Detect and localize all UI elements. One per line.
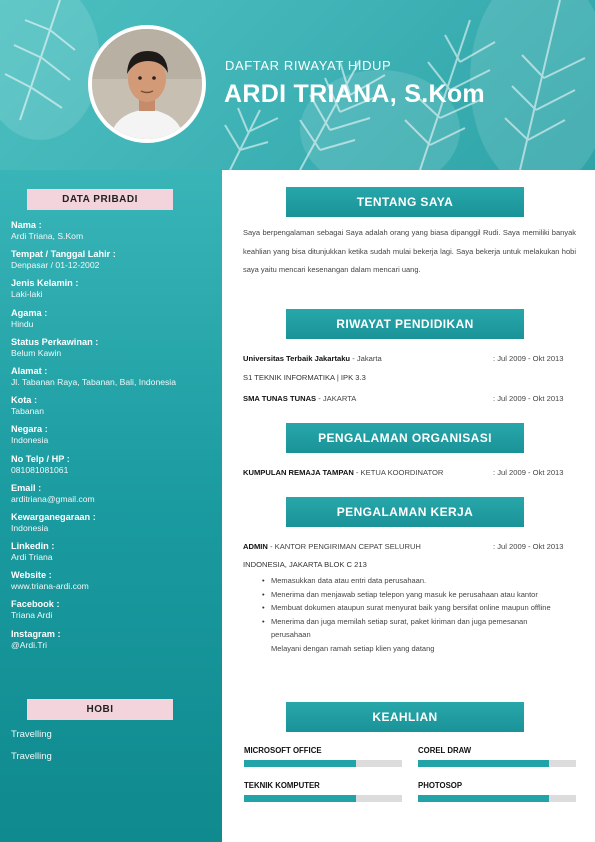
- info-label: Tempat / Tanggal Lahir :: [11, 249, 116, 260]
- info-label: Agama :: [11, 307, 48, 318]
- skill-bar: [244, 760, 402, 767]
- info-item: [11, 366, 216, 395]
- skills-title: KEAHLIAN: [286, 702, 524, 732]
- email-link[interactable]: arditriana@gmail.com: [11, 493, 95, 504]
- profile-photo: [88, 25, 206, 143]
- school-place: - JAKARTA: [316, 394, 357, 403]
- info-item: [11, 424, 216, 453]
- skill-fill: [418, 760, 549, 767]
- about-title: TENTANG SAYA: [286, 187, 524, 217]
- info-label: Jenis Kelamin :: [11, 278, 79, 289]
- skill-name: TEKNIK KOMPUTER: [244, 781, 320, 790]
- info-item: [11, 454, 216, 483]
- personal-data-list: [11, 220, 216, 658]
- work-company: - KANTOR PENGIRIMAN CEPAT SELURUH: [267, 542, 421, 551]
- skill-item: [418, 781, 576, 802]
- person-portrait-icon: [92, 29, 202, 139]
- info-label: Status Perkawinan :: [11, 336, 99, 347]
- info-label: Instagram :: [11, 628, 61, 639]
- info-label: Kewarganegaraan :: [11, 511, 96, 522]
- info-label: Email :: [11, 482, 42, 493]
- education-date: : Jul 2009 - Okt 2013: [493, 354, 564, 363]
- info-value: Indonesia: [11, 522, 49, 533]
- work-entry: [243, 542, 576, 554]
- info-item: [11, 512, 216, 541]
- skill-fill: [244, 760, 356, 767]
- header-banner: [0, 0, 595, 170]
- info-label: No Telp / HP :: [11, 453, 70, 464]
- skill-item: [244, 781, 402, 802]
- education-title: RIWAYAT PENDIDIKAN: [286, 309, 524, 339]
- info-item: [11, 599, 216, 628]
- info-label: Website :: [11, 570, 52, 581]
- skill-bar: [418, 795, 576, 802]
- instagram-link[interactable]: @Ardi.Tri: [11, 639, 48, 650]
- organization-date: : Jul 2009 - Okt 2013: [493, 468, 564, 477]
- organization-entry: [243, 468, 576, 480]
- info-value: 081081081061: [11, 464, 69, 475]
- main-content: [222, 170, 595, 842]
- info-item: [11, 483, 216, 512]
- duty-item: • Menerima dan menjawab setiap telepon yang masuk ke perusahaan atau kantor: [243, 588, 563, 602]
- skill-bar: [418, 760, 576, 767]
- info-item: [11, 220, 216, 249]
- education-entry: [243, 394, 576, 406]
- header-subtitle: DAFTAR RIWAYAT HIDUP: [225, 58, 392, 73]
- skill-name: COREL DRAW: [418, 746, 472, 755]
- hobby-item: Travelling: [11, 729, 52, 740]
- info-item: [11, 278, 216, 307]
- duty-item: • Membuat dokumen ataupun surat menyurat baik yang bersifat online maupun offline: [243, 601, 563, 615]
- info-label: Nama :: [11, 220, 42, 230]
- skill-item: [244, 746, 402, 767]
- work-position: ADMIN: [243, 542, 268, 551]
- info-item: [11, 541, 216, 570]
- personal-data-title: DATA PRIBADI: [27, 189, 173, 210]
- info-item: [11, 308, 216, 337]
- hobby-item: Travelling: [11, 751, 52, 762]
- info-item: [11, 395, 216, 424]
- info-value: Jl. Tabanan Raya, Tabanan, Bali, Indonesia: [11, 376, 176, 387]
- info-item: [11, 570, 216, 599]
- skill-item: [418, 746, 576, 767]
- skill-name: PHOTOSOP: [418, 781, 463, 790]
- info-label: Negara :: [11, 424, 48, 435]
- info-label: Kota :: [11, 395, 38, 406]
- work-location: INDONESIA, JAKARTA BLOK C 213: [243, 560, 367, 569]
- info-item: [11, 629, 216, 658]
- info-label: Linkedin :: [11, 541, 55, 552]
- info-label: Alamat :: [11, 365, 48, 376]
- info-value: Indonesia: [11, 435, 49, 446]
- info-value: Ardi Triana, S.Kom: [11, 231, 84, 241]
- info-value: Tabanan: [11, 406, 44, 417]
- info-value: Hindu: [11, 318, 34, 329]
- organization-role: - KETUA KOORDINATOR: [353, 468, 444, 477]
- info-label: Facebook :: [11, 599, 60, 610]
- linkedin-link[interactable]: Ardi Triana: [11, 552, 53, 563]
- facebook-link[interactable]: Triana Ardi: [11, 610, 53, 621]
- organization-title: PENGALAMAN ORGANISASI: [286, 423, 524, 453]
- info-value: Belum Kawin: [11, 347, 62, 358]
- organization-name: KUMPULAN REMAJA TAMPAN: [243, 468, 354, 477]
- work-date: : Jul 2009 - Okt 2013: [493, 542, 564, 551]
- work-title: PENGALAMAN KERJA: [286, 497, 524, 527]
- duty-item: • Memasukkan data atau entri data perusahaan.: [243, 574, 563, 588]
- duty-closing: Melayani dengan ramah setiap klien yang datang: [271, 643, 435, 653]
- school-name: SMA TUNAS TUNAS: [243, 394, 317, 403]
- skill-fill: [244, 795, 356, 802]
- education-detail: S1 TEKNIK INFORMATIKA | IPK 3.3: [243, 373, 366, 382]
- about-text: Saya berpengalaman sebagai Saya adalah orang yang biasa dipanggil Rudi. Saya memiliki banyak keahlian yang bisa ditunjukkan ketika sudah mulai bekerja lagi. Saya bekerja untuk melakukan hobi saya yaitu mencari kesenangan dalam mencari uang.: [243, 228, 576, 274]
- sidebar: [0, 170, 222, 842]
- skill-name: MICROSOFT OFFICE: [244, 746, 322, 755]
- info-item: [11, 249, 216, 278]
- work-duties: [243, 574, 563, 656]
- website-link[interactable]: www.triana-ardi.com: [11, 581, 89, 592]
- info-value: Laki-laki: [11, 289, 43, 300]
- school-place: - Jakarta: [350, 354, 382, 363]
- skill-bar: [244, 795, 402, 802]
- duty-item: • Menerima dan juga memilah setiap surat, paket kiriman dan juga pemesanan perusahaan: [243, 615, 563, 642]
- education-date: : Jul 2009 - Okt 2013: [493, 394, 564, 403]
- info-item: [11, 337, 216, 366]
- hobby-title: HOBI: [27, 699, 173, 720]
- header-name: ARDI TRIANA, S.Kom: [224, 80, 485, 108]
- education-entry: [243, 354, 576, 366]
- school-name: Universitas Terbaik Jakartaku: [243, 354, 351, 363]
- skill-fill: [418, 795, 549, 802]
- info-value: Denpasar / 01-12-2002: [11, 260, 100, 271]
